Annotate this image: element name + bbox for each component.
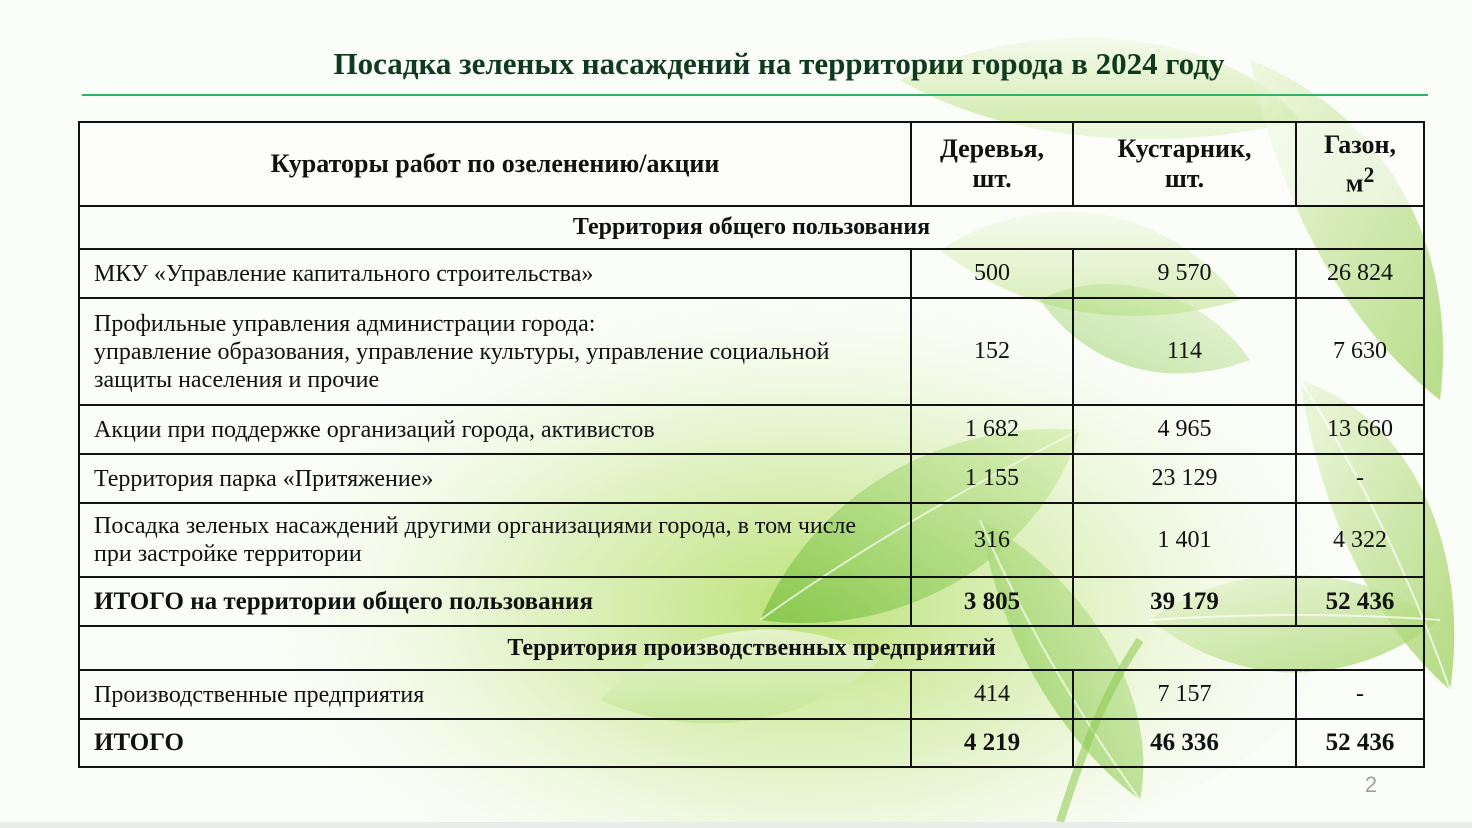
table-row: [79, 454, 1424, 503]
cell-lawn: 13 660: [1296, 405, 1424, 454]
column-header-shrubs-line1: Кустарник,: [1117, 134, 1252, 163]
section-title-public: Территория общего пользования: [79, 206, 1424, 249]
cell-shrubs: 39 179: [1073, 577, 1296, 626]
cell-shrubs: 46 336: [1073, 719, 1296, 767]
column-header-lawn-line1: Газон,: [1323, 129, 1397, 159]
row-label: [79, 454, 911, 503]
column-header-curators: Кураторы работ по озеленению/акции: [79, 122, 911, 206]
section-row-public: [79, 206, 1424, 249]
total-row-public: [79, 577, 1424, 626]
row-label: [79, 670, 911, 719]
row-label: [79, 298, 911, 405]
table-header-row: [79, 122, 1424, 206]
cell-lawn: -: [1296, 670, 1424, 719]
total-row: [79, 719, 1424, 767]
table-row: [79, 249, 1424, 298]
table-row: [79, 405, 1424, 454]
cell-shrubs: 7 157: [1073, 670, 1296, 719]
row-label-line: управление образования, управление культуры, управление социальной: [94, 338, 830, 365]
column-header-lawn: [1296, 122, 1424, 206]
column-header-trees: [911, 122, 1073, 206]
table-row: [79, 298, 1424, 405]
column-header-shrubs: [1073, 122, 1296, 206]
cell-trees: 3 805: [911, 577, 1073, 626]
table-row: [79, 503, 1424, 577]
total-label: ИТОГО: [79, 719, 911, 767]
column-header-lawn-unit-exponent: 2: [1363, 162, 1375, 187]
row-label-line: защиты населения и прочие: [94, 366, 380, 393]
bottom-strip: [0, 822, 1472, 828]
cell-lawn: 52 436: [1296, 719, 1424, 767]
row-label: [79, 249, 911, 298]
cell-shrubs: 114: [1073, 298, 1296, 405]
table-row: [79, 670, 1424, 719]
cell-lawn: 7 630: [1296, 298, 1424, 405]
row-label-line: Акции при поддержке организаций города, активистов: [94, 416, 655, 443]
page-number: 2: [1364, 772, 1378, 797]
row-label: [79, 405, 911, 454]
slide-title: Посадка зеленых насаждений на территории города в 2024 году: [333, 46, 1225, 81]
column-header-trees-line2: шт.: [972, 164, 1012, 193]
cell-lawn: 26 824: [1296, 249, 1424, 298]
planting-table: [78, 121, 1425, 768]
column-header-shrubs-line2: шт.: [1164, 164, 1205, 193]
cell-shrubs: 4 965: [1073, 405, 1296, 454]
title-divider: [82, 94, 1428, 96]
row-label-line: Профильные управления администрации города:: [94, 310, 596, 337]
column-header-trees-line1: Деревья,: [939, 134, 1045, 163]
section-title-industrial: Территория производственных предприятий: [79, 626, 1424, 670]
row-label-line: Производственные предприятия: [94, 681, 425, 708]
cell-trees: 152: [911, 298, 1073, 405]
cell-shrubs: 23 129: [1073, 454, 1296, 503]
cell-trees: 4 219: [911, 719, 1073, 767]
cell-trees: 500: [911, 249, 1073, 298]
cell-shrubs: 1 401: [1073, 503, 1296, 577]
row-label-line: Посадка зеленых насаждений другими организациями города, в том числе: [94, 513, 857, 539]
row-label-line: при застройке территории: [94, 541, 362, 567]
cell-trees: 414: [911, 670, 1073, 719]
column-header-lawn-unit: м: [1345, 168, 1364, 198]
cell-lawn: 4 322: [1296, 503, 1424, 577]
cell-shrubs: 9 570: [1073, 249, 1296, 298]
cell-trees: 1 155: [911, 454, 1073, 503]
cell-trees: 1 682: [911, 405, 1073, 454]
total-label: ИТОГО на территории общего пользования: [79, 577, 911, 626]
row-label-line: МКУ «Управление капитального строительства»: [94, 260, 594, 287]
section-row-industrial: [79, 626, 1424, 670]
cell-lawn: 52 436: [1296, 577, 1424, 626]
cell-trees: 316: [911, 503, 1073, 577]
cell-lawn: -: [1296, 454, 1424, 503]
row-label: [79, 503, 911, 577]
row-label-line: Территория парка «Притяжение»: [94, 465, 434, 492]
